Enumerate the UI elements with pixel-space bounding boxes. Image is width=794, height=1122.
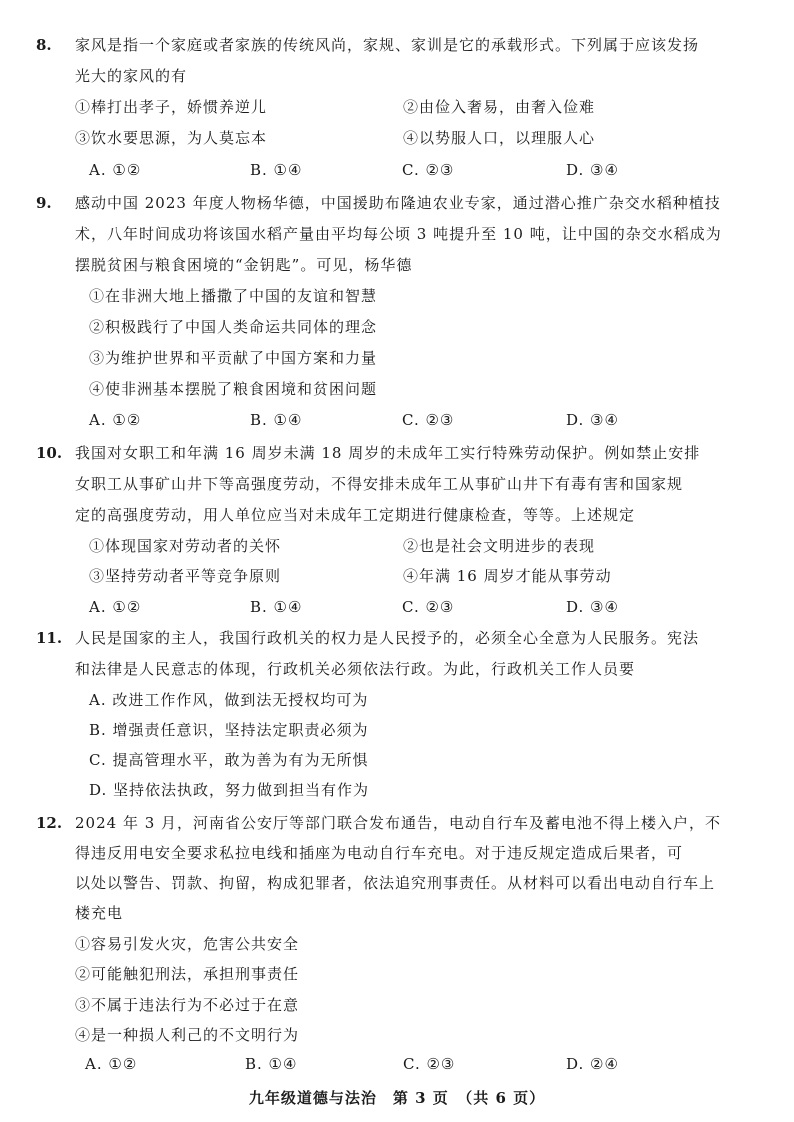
statement-3: ③为维护世界和平贡献了中国方案和力量 <box>89 349 378 367</box>
statement-1: ①棒打出孝子，娇惯养逆儿 <box>75 98 268 116</box>
question-number: 10. <box>36 444 63 462</box>
option-c: C. 提高管理水平，敢为善为有为无所惧 <box>89 751 369 769</box>
option-b: B. ①④ <box>250 161 303 179</box>
statement-4: ④年满 16 周岁才能从事劳动 <box>403 567 612 585</box>
option-b: B. ①④ <box>245 1055 298 1073</box>
question-stem: 定的高强度劳动，用人单位应当对未成年工定期进行健康检查，等等。上述规定 <box>75 506 636 524</box>
question-stem: 感动中国 2023 年度人物杨华德，中国援助布隆迪农业专家，通过潜心推广杂交水稻种植技 <box>75 194 721 212</box>
question-number: 12. <box>36 814 63 832</box>
question-stem: 光大的家风的有 <box>75 67 188 85</box>
option-d: D. ②④ <box>566 1055 619 1073</box>
question-stem: 2024 年 3 月，河南省公安厅等部门联合发布通告，电动自行车及蓄电池不得上楼入户，不 <box>75 814 722 832</box>
option-a: A. ①② <box>85 1055 138 1073</box>
option-c: C. ②③ <box>403 1055 456 1073</box>
option-a: A. ①② <box>89 411 142 429</box>
option-d: D. 坚持依法执政，努力做到担当有作为 <box>89 781 370 799</box>
statement-2: ②积极践行了中国人类命运共同体的理念 <box>89 318 378 336</box>
page-footer: 九年级道德与法治 第 3 页 （共 6 页） <box>248 1089 546 1107</box>
option-c: C. ②③ <box>402 411 455 429</box>
statement-4: ④使非洲基本摆脱了粮食困境和贫困问题 <box>89 380 378 398</box>
statement-3: ③坚持劳动者平等竞争原则 <box>89 567 282 585</box>
option-b: B. ①④ <box>250 411 303 429</box>
question-stem: 家风是指一个家庭或者家族的传统风尚，家规、家训是它的承载形式。下列属于应该发扬 <box>75 36 700 54</box>
statement-1: ①体现国家对劳动者的关怀 <box>89 537 282 555</box>
question-stem: 术，八年时间成功将该国水稻产量由平均每公顷 3 吨提升至 10 吨，让中国的杂交水稻成为 <box>75 225 722 243</box>
option-b: B. 增强责任意识，坚持法定职责必须为 <box>89 721 369 739</box>
statement-4: ④以势服人口，以理服人心 <box>403 129 596 147</box>
statement-2: ②由俭入奢易，由奢入俭难 <box>403 98 596 116</box>
question-number: 11. <box>36 629 63 647</box>
question-number: 8. <box>36 36 52 54</box>
question-stem: 女职工从事矿山井下等高强度劳动，不得安排未成年工从事矿山井下有毒有害和国家规 <box>75 475 684 493</box>
statement-1: ①容易引发火灾，危害公共安全 <box>75 935 300 953</box>
option-a: A. ①② <box>89 598 142 616</box>
option-c: C. ②③ <box>402 161 455 179</box>
option-b: B. ①④ <box>250 598 303 616</box>
option-a: A. ①② <box>89 161 142 179</box>
statement-2: ②可能触犯刑法，承担刑事责任 <box>75 965 300 983</box>
question-stem: 和法律是人民意志的体现，行政机关必须依法行政。为此，行政机关工作人员要 <box>75 660 636 678</box>
option-a: A. 改进工作作风，做到法无授权均可为 <box>89 691 369 709</box>
question-stem: 得违反用电安全要求私拉电线和插座为电动自行车充电。对于违反规定造成后果者，可 <box>75 844 684 862</box>
option-d: D. ③④ <box>566 411 619 429</box>
question-stem: 人民是国家的主人，我国行政机关的权力是人民授予的，必须全心全意为人民服务。宪法 <box>75 629 700 647</box>
statement-1: ①在非洲大地上播撒了中国的友谊和智慧 <box>89 287 378 305</box>
question-stem: 我国对女职工和年满 16 周岁未满 18 周岁的未成年工实行特殊劳动保护。例如禁止安排 <box>75 444 701 462</box>
statement-3: ③饮水要思源，为人莫忘本 <box>75 129 268 147</box>
statement-2: ②也是社会文明进步的表现 <box>403 537 596 555</box>
question-stem: 以处以警告、罚款、拘留，构成犯罪者，依法追究刑事责任。从材料可以看出电动自行车上 <box>75 874 716 892</box>
question-number: 9. <box>36 194 52 212</box>
question-stem: 楼充电 <box>75 904 124 922</box>
question-stem: 摆脱贫困与粮食困境的“金钥匙”。可见，杨华德 <box>75 256 413 274</box>
statement-4: ④是一种损人利己的不文明行为 <box>75 1026 300 1044</box>
option-c: C. ②③ <box>402 598 455 616</box>
option-d: D. ③④ <box>566 161 619 179</box>
option-d: D. ③④ <box>566 598 619 616</box>
statement-3: ③不属于违法行为不必过于在意 <box>75 996 300 1014</box>
